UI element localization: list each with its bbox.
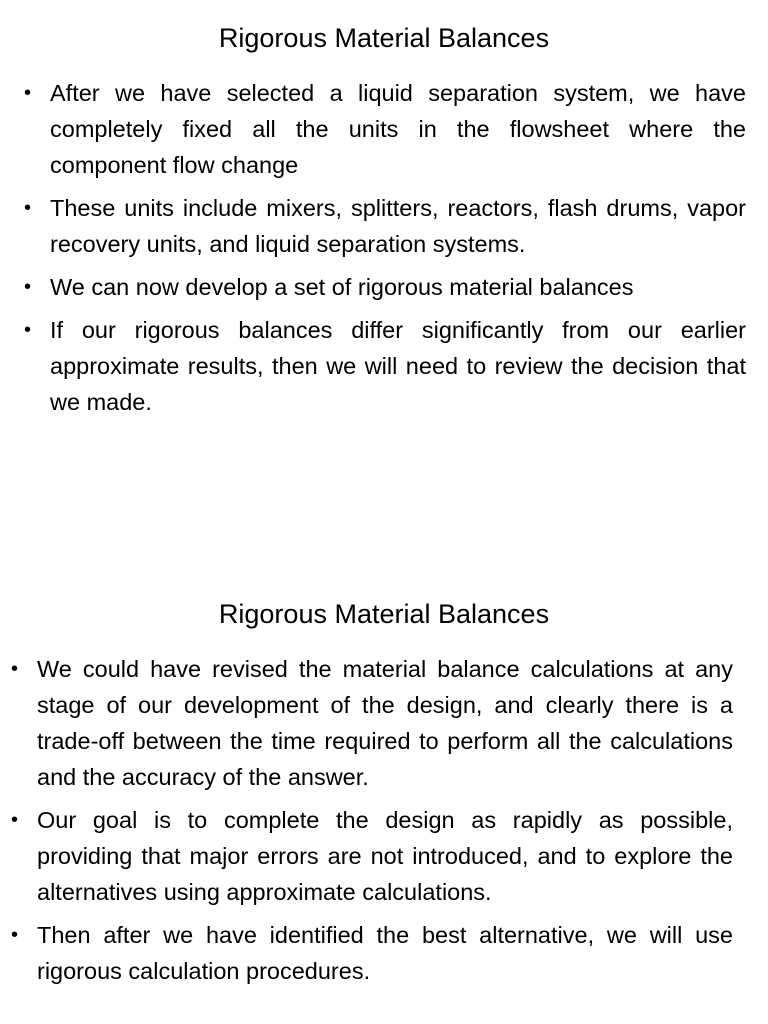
- slide-title: Rigorous Material Balances: [218, 23, 550, 53]
- bullet-item: • Our goal is to complete the design as rapidly as possible, providing that major errors are not introduced, and to explore the alternatives using approximate calculations.: [37, 802, 733, 910]
- slide-title: Rigorous Material Balances: [218, 599, 550, 629]
- bullet-list: [0, 75, 768, 420]
- bullet-item: • After we have selected a liquid separation system, we have completely fixed all the units in the flowsheet where the component flow change: [50, 75, 746, 183]
- bullet-item: • We could have revised the material balance calculations at any stage of our development of the design, and clearly there is a trade-off between the time required to perform all the calculations and the accuracy of the answer.: [37, 651, 733, 795]
- bullet-item: • If our rigorous balances differ significantly from our earlier approximate results, then we will need to review the decision that we made.: [50, 312, 746, 420]
- bullet-list: [0, 651, 768, 989]
- bullet-item: • Then after we have identified the best alternative, we will use rigorous calculation procedures.: [37, 917, 733, 989]
- bullet-item: • We can now develop a set of rigorous material balances: [50, 269, 746, 305]
- bullet-item: • These units include mixers, splitters, reactors, flash drums, vapor recovery units, and liquid separation systems.: [50, 190, 746, 262]
- slide-2: [0, 580, 768, 1024]
